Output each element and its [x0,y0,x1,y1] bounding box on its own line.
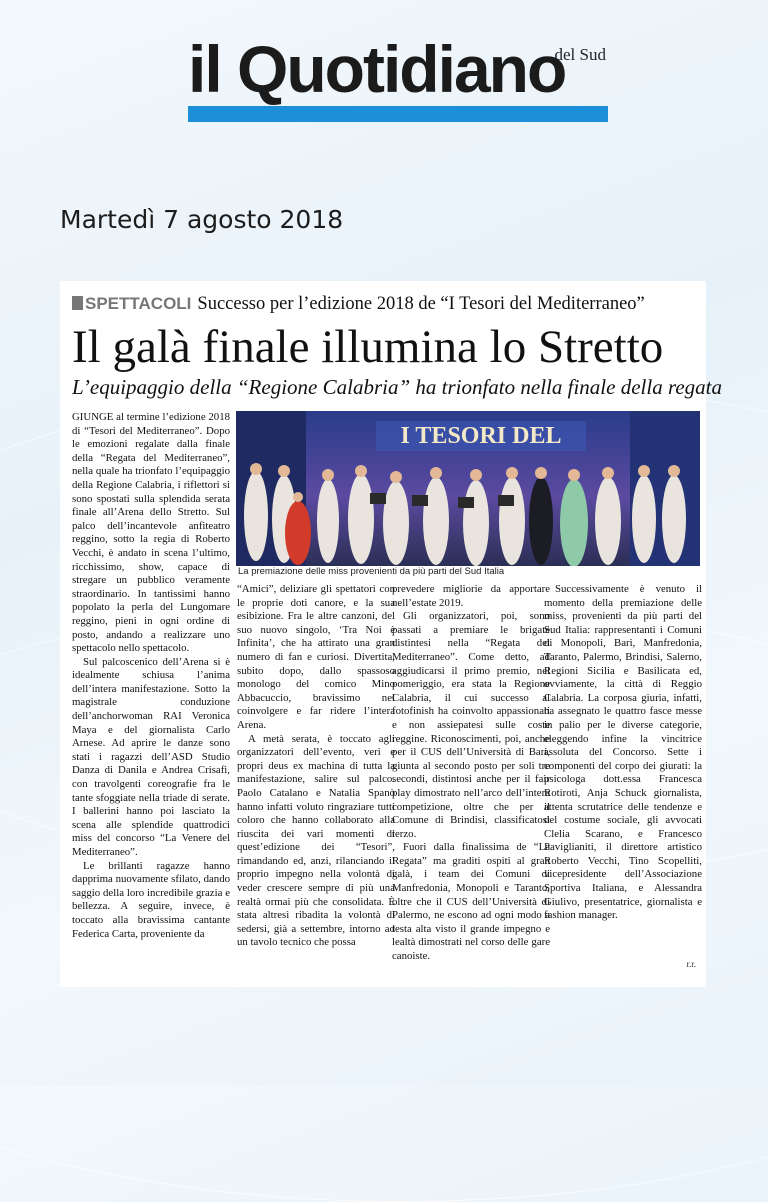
publication-date: Martedì 7 agosto 2018 [60,205,344,234]
paragraph: Le brillanti ragazze hanno dapprima nuovamente sfilato, dando saggio della loro incredibile grazia e bellezza. A seguire, invece, è toccato alla bravissima cantante Federica Carta, proveniente da [72,859,230,940]
paragraph: A metà serata, è toccato agli organizzatori dell’evento, veri e propri deus ex machina di tutta la manifestazione, salire sul palco. Paolo Catalano e Natalia Spanò hanno infatti voluto ringraziare tutti coloro che hanno collaborato alla riuscita dei vari momenti di quest’edizione dei “Tesori”, rimandando ed, anzi, rilanciando il proprio impegno nella volontà di veder crescere sempre di più una realtà ormai più che consolidata. È stata altresì ribadita la volontà di sedersi, già a settembre, intorno ad un tavolo tecnico che possa [237,732,395,949]
kicker-row [72,294,702,318]
section-kicker: SPETTACOLI [85,294,192,313]
paragraph: GIUNGE al termine l’edizione 2018 di “Tesori del Mediterraneo”. Dopo le emozioni regalate dalla finale della “Regata del Mediterraneo”, nella quale ha trionfato l’equipaggio della Regione Calabria, i riflettori si sono spostati sulla splendida serata finale all’Arena dello Stretto. Sul palco dell’incantevole anfiteatro reggino, sotto la regia di Roberto Vecchi, è andato in scena l’ultimo, ricchissimo, show, capace di stregare un pubblico veramente straordinario. In tantissimi hanno popolato la perla del Lungomare reggino, pieni in ogni ordine di posto, andando a realizzare uno spettacolo nello spettacolo. [72,411,230,655]
kicker-subtitle: Successo per l’edizione 2018 de “I Tesori del Mediterraneo” [197,294,645,314]
article-clipping [60,281,722,987]
kicker-square-icon [72,296,83,310]
article-photo [236,411,700,579]
photo-banner-text: I TESORI DEL [400,423,562,449]
masthead [188,30,608,125]
deck: L’equipaggio della “Regione Calabria” ha trionfato nella finale della regata [72,375,722,399]
paragraph: Sul palcoscenico dell’Arena si è idealmente schiusa l’anima dell’intera manifestazione. Sotto la magistrale conduzione dell’anchorwoman RAI Veronica Maya e del giornalista Carlo Arnese. Ad aprire le danze sono stati i ragazzi dell’ASD Studio Danza di Danila e Andrea Crisafi, con travolgenti coreografie fra le tante sfoggiate nella triade di serate. I ballerini hanno poi lasciato la scena alle splendide quattrodici miss del concorso “La Venere del Mediterraneo”. [72,655,230,858]
paragraph: Fuori dalla finalissima de “La Regata” ma graditi ospiti al gran galà, i team dei Comuni di Manfredonia, Monopoli e Taranto, oltre che il CUS dell’Università di Palermo, ne escono ad ogni modo a testa alta visto il grande impegno e lealtà dimostrati nel corso delle gare canoiste. [392,841,550,963]
newspaper-logo: il Quotidiano [188,32,566,106]
photo-caption: La premiazione delle miss provenienti da più parti del Sud Italia [238,566,698,579]
text-column-1 [72,411,230,979]
masthead-bar [188,106,608,122]
text-column-4 [544,583,702,979]
paragraph: Gli organizzatori, poi, sono passati a premiare le brigate distintesi nella “Regata del Mediterraneo”. Come detto, ad aggiudicarsi il primo premio, nel pomeriggio, era stata la Regione Calabria, il cui successo al fotofinish ha coinvolto appassionati e non assiepatesi sulle coste reggine. Riconoscimenti, poi, anche per il CUS dell’Università di Bari, giunta al secondo posto per soli tre secondi, distintosi anche per il fair play dimostrato nell’arco dell’intera competizione, oltre che per il Comune di Brindisi, classificatosi terzo. [392,610,550,840]
paragraph: “Amici”, deliziare gli spettatori con le proprie doti canore, e la sua esibizione. Fra le altre canzoni, del suo nuovo singolo, ‘Tra Noi è Infinita’, che ha attirato una gran numero di fan e curiosi. Divertita, subito dopo, dallo spassoso monologo del comico Mino Abbacuccio, bravissimo nel coinvolgere e far ridere l’intera Arena. [237,583,395,731]
text-column-2 [237,583,395,979]
newspaper-logo-subtitle: del Sud [554,45,606,64]
headline: Il galà finale illumina lo Stretto [72,321,664,373]
paragraph: prevedere migliorie da apportare nell’estate 2019. [392,583,550,609]
text-column-3 [392,583,550,979]
award-ceremony-photo [236,411,700,566]
paragraph: Successivamente è venuto il momento della premiazione delle miss, provenienti da più parti del Sud Italia: rappresentanti i Comuni di Monopoli, Bari, Manfredonia, Taranto, Palermo, Brindisi, Salerno, Regioni Sicilia e Basilicata ed, ovviamente, la città di Reggio Calabria. La corposa giuria, infatti, ha assegnato le quattro fasce messe in palio per le diverse categorie, eleggendo infine la vincitrice assoluta del Concorso. Sette i componenti del corpo dei giurati: la psicologa dott.essa Francesca Rotiroti, Anja Schuck giornalista, attenta scrutatrice delle tendenze e del costume sociale, gli avvocati Clelia Scarano, e Francesco Paviglianiti, il direttore artistico Roberto Vecchi, Tino Scopelliti, vicepresidente dell’Associazione Sportiva Italiana, e Alessandra Giulivo, presentatrice, giornalista e fashion manager. [544,583,702,922]
author-signature: r.r. [686,959,696,969]
